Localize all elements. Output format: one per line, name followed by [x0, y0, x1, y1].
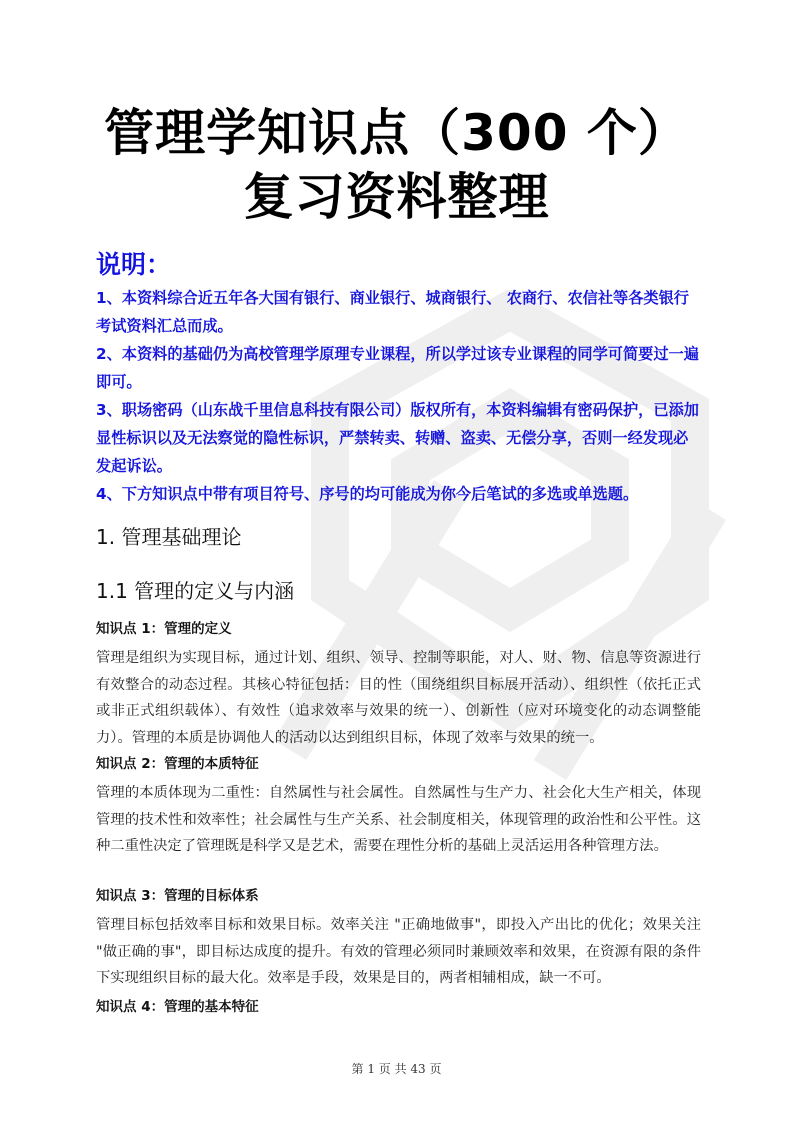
subsection-heading-1-1: 1.1 管理的定义与内涵 [96, 579, 295, 603]
knowledge-point-body: 管理是组织为实现目标，通过计划、组织、领导、控制等职能，对人、财、物、信息等资源进行有效整合的动态过程。其核心特征包括：目的性（围绕组织目标展开活动）、组织性（依托正式或非正式组织载体）、有效性（追求效率与效果的统一）、创新性（应对环境变化的动态调整能力）。管理的本质是协调他人的活动以达到组织目标，体现了效率与效果的统一。 [96, 650, 701, 746]
notes-heading: 说明： [96, 250, 172, 279]
note-item: 1、本资料综合近五年各大国有银行、商业银行、城商银行、 农商行、农信社等各类银行考试资料汇总而成。 [96, 289, 689, 335]
knowledge-point-body: 管理目标包括效率目标和效果目标。效率关注 "正确地做事"，即投入产出比的优化；效果关注 "做正确的事"，即目标达成度的提升。有效的管理必须同时兼顾效率和效果，在资源有限的条件下实现组织目标的最大化。效率是手段，效果是目的，两者相辅相成，缺一不可。 [96, 917, 701, 986]
knowledge-point-body: 管理的本质体现为二重性：自然属性与社会属性。自然属性与生产力、社会化大生产相关，体现管理的技术性和效率性；社会属性与生产关系、社会制度相关，体现管理的政治性和公平性。这种二重性决定了管理既是科学又是艺术，需要在理性分析的基础上灵活运用各种管理方法。 [96, 785, 701, 854]
knowledge-point-title: 知识点 4：管理的基本特征 [96, 999, 259, 1015]
document-title-line-1: 管理学知识点（300 个） [104, 104, 689, 162]
note-item: 2、本资料的基础仍为高校管理学原理专业课程，所以学过该专业课程的同学可简要过一遍即可。 [96, 345, 699, 391]
knowledge-point-title: 知识点 1：管理的定义 [96, 621, 232, 637]
document-title-line-2: 复习资料整理 [243, 168, 550, 226]
section-heading-1: 1. 管理基础理论 [96, 525, 242, 549]
note-item: 4、下方知识点中带有项目符号、序号的均可能成为你今后笔试的多选或单选题。 [96, 485, 639, 503]
knowledge-point-title: 知识点 3：管理的目标体系 [96, 888, 259, 904]
knowledge-point-title: 知识点 2：管理的本质特征 [96, 756, 259, 772]
note-item: 3、职场密码（山东战千里信息科技有限公司）版权所有，本资料编辑有密码保护，已添加显性标识以及无法察觉的隐性标识，严禁转卖、转赠、盗卖、无偿分享，否则一经发现必发起诉讼。 [96, 401, 699, 475]
page-number-footer: 第 1 页 共 43 页 [351, 1062, 442, 1076]
notes-list [96, 284, 701, 508]
